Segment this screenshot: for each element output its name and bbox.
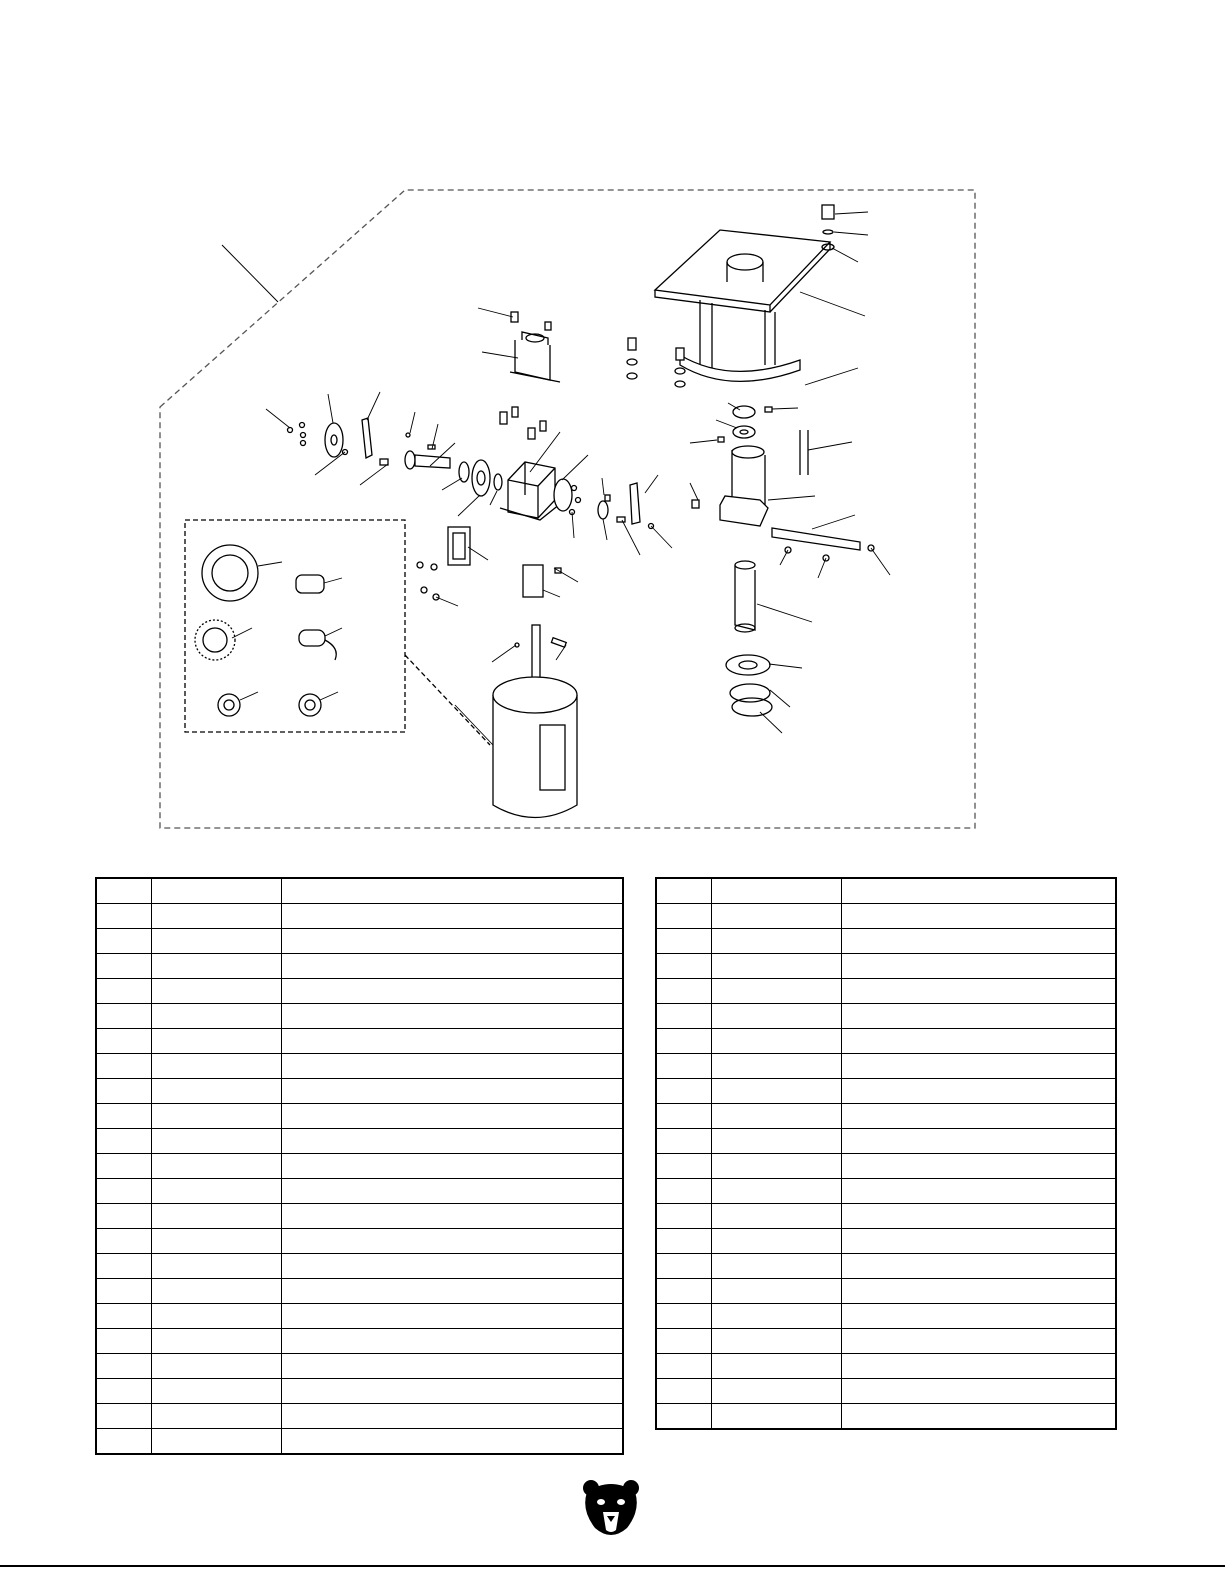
table-row	[656, 1029, 1116, 1054]
table-row	[656, 878, 1116, 904]
table-row	[656, 1304, 1116, 1329]
motor	[493, 625, 577, 818]
table-row	[656, 1154, 1116, 1179]
table-row	[96, 1329, 623, 1354]
table-row	[656, 1129, 1116, 1154]
table-row	[96, 1004, 623, 1029]
accessory-parts	[195, 545, 336, 716]
table-row	[656, 1229, 1116, 1254]
grizzly-bear-icon	[581, 1478, 641, 1540]
table-row	[96, 1354, 623, 1379]
table-row	[656, 1179, 1116, 1204]
table-row	[656, 1079, 1116, 1104]
parts-table-right	[655, 877, 1117, 1430]
table-row	[656, 954, 1116, 979]
table-row	[96, 1179, 623, 1204]
parts-table-left	[95, 877, 624, 1455]
table-row	[96, 1229, 623, 1254]
table-row	[96, 1054, 623, 1079]
table-row	[96, 1129, 623, 1154]
table-row	[96, 878, 623, 904]
table-row	[96, 979, 623, 1004]
pillow-block	[500, 462, 560, 520]
footer-rule	[0, 1565, 1225, 1567]
table-row	[656, 979, 1116, 1004]
table-row	[96, 1029, 623, 1054]
table-row	[96, 954, 623, 979]
table-row	[96, 1104, 623, 1129]
table-row	[96, 1379, 623, 1404]
table-row	[96, 1279, 623, 1304]
table-row	[96, 904, 623, 929]
table-row	[656, 1404, 1116, 1430]
table-row	[656, 1104, 1116, 1129]
table-row	[96, 1404, 623, 1429]
table-row	[656, 1379, 1116, 1404]
table-row	[656, 1279, 1116, 1304]
table-row	[656, 1354, 1116, 1379]
table-row	[96, 1304, 623, 1329]
upper-bracket	[510, 332, 560, 382]
table-row	[96, 1079, 623, 1104]
table-row	[96, 1204, 623, 1229]
leader-lines	[232, 212, 890, 745]
table-row	[96, 1154, 623, 1179]
table-row	[656, 1204, 1116, 1229]
table-row	[96, 1254, 623, 1279]
table-row	[656, 1004, 1116, 1029]
table-row	[656, 1054, 1116, 1079]
table-row	[656, 1329, 1116, 1354]
table-row	[96, 929, 623, 954]
table-row	[656, 1254, 1116, 1279]
table-row	[96, 1429, 623, 1455]
table-row	[656, 904, 1116, 929]
table-row	[656, 929, 1116, 954]
